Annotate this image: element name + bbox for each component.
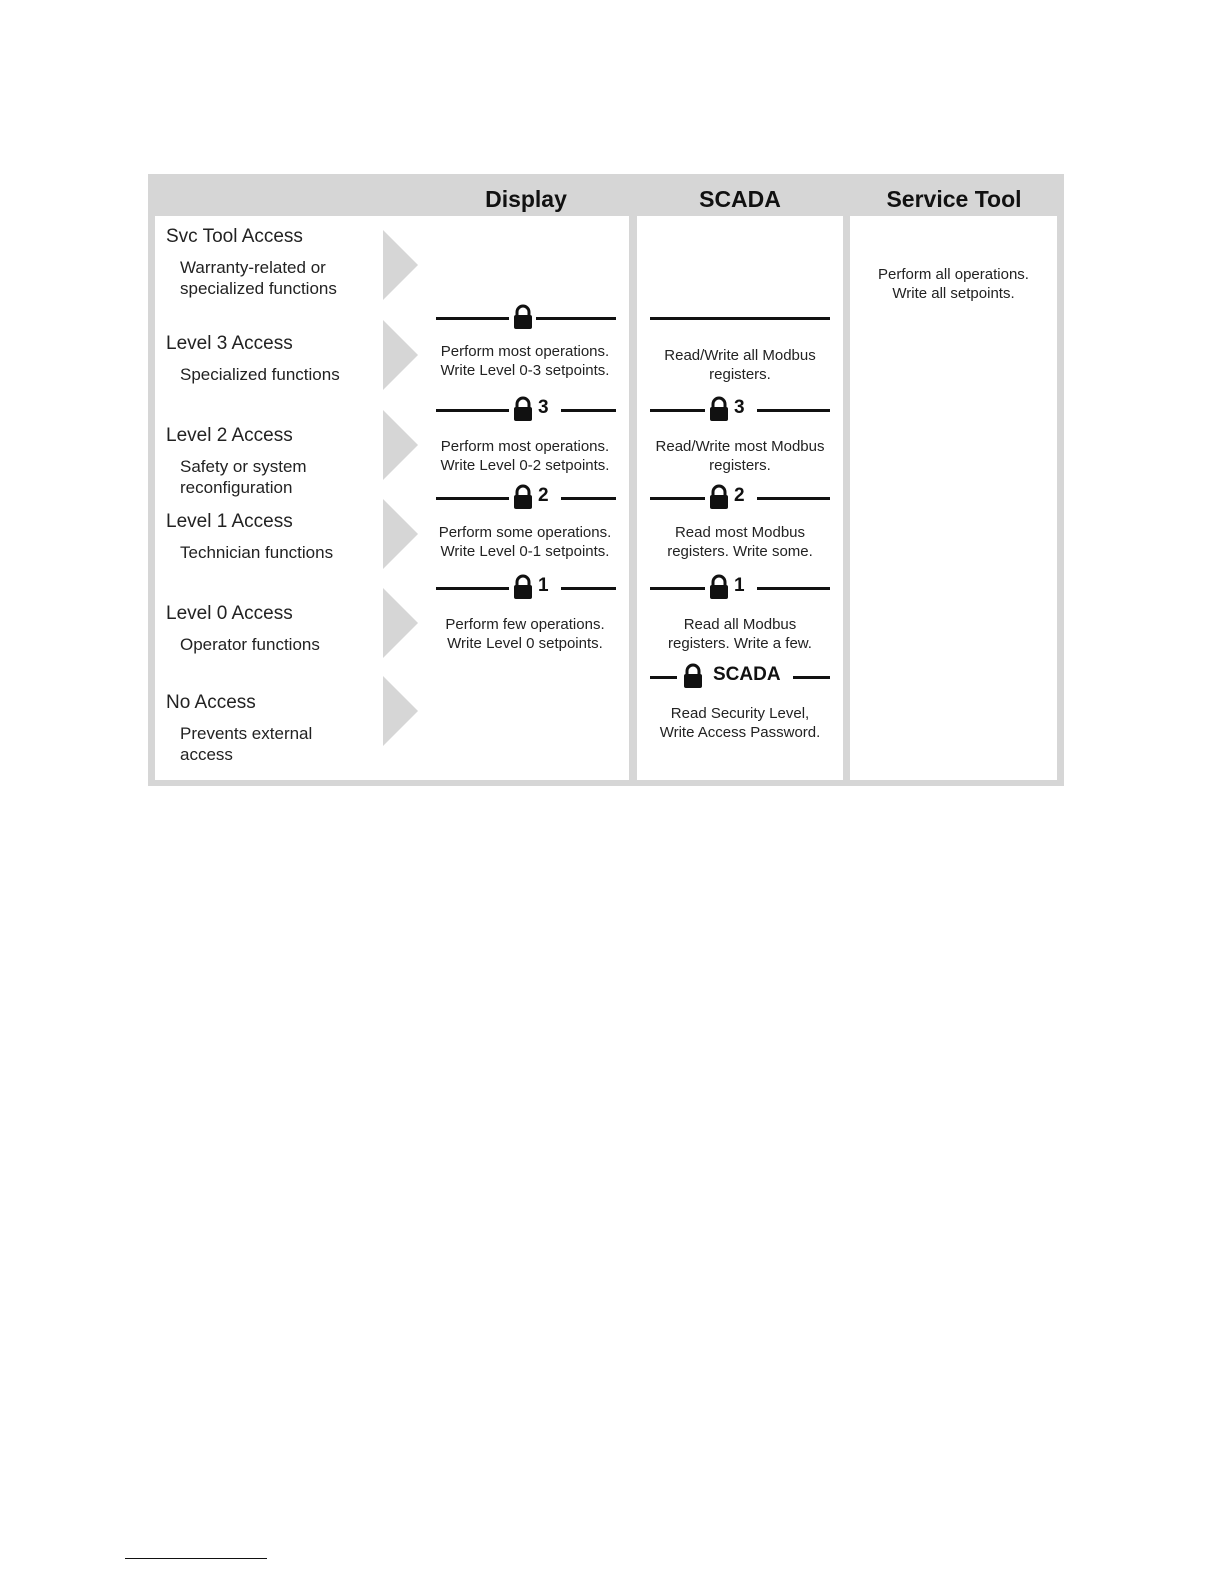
display-desc-level3: Perform most operations. Write Level 0-3 setpoints. [440,343,610,379]
lock-icon [513,484,533,510]
lock-level-label: SCADA [713,664,781,685]
display-lock-row-2 [436,484,616,512]
display-lock-row-1 [436,574,616,602]
display-lock-row-3 [436,396,616,424]
scada-line-svc [650,304,830,332]
arrow-right-icon [383,320,418,390]
lock-level-label: 2 [734,485,745,506]
level-title-1: Level 1 Access [166,511,293,532]
lock-icon [513,574,533,600]
scada-header: SCADA [699,186,781,212]
lock-level-label: 3 [734,397,745,418]
lock-icon [709,396,729,422]
arrow-right-icon [383,588,418,658]
arrow-right-icon [383,230,418,300]
display-desc-level2: Perform most operations. Write Level 0-2 setpoints. [440,438,610,474]
lock-level-label: 3 [538,397,549,418]
level-desc-3: Specialized functions [180,365,340,384]
footnote-separator [125,1558,267,1559]
scada-lock-row-1 [650,574,830,602]
level-desc-none: Prevents external access [180,724,313,764]
service-tool-desc: Perform all operations. Write all setpoints. [878,266,1029,302]
service-tool-header: Service Tool [886,186,1022,212]
lock-level-label: 1 [734,575,745,596]
lock-icon [683,663,703,689]
scada-desc-level1: Read most Modbus registers. Write some. [667,524,813,560]
display-desc-level1: Perform some operations. Write Level 0-1 setpoints. [438,524,612,560]
scada-lock-row-scada [650,663,830,691]
lock-level-label: 1 [538,575,549,596]
lock-icon [709,484,729,510]
scada-desc-level0: Read all Modbus registers. Write a few. [668,616,812,652]
display-desc-level0: Perform few operations. Write Level 0 setpoints. [445,616,605,652]
scada-lock-row-3 [650,396,830,424]
scada-desc-level3: Read/Write all Modbus registers. [664,347,816,383]
level-title-0: Level 0 Access [166,603,293,624]
lock-icon [709,574,729,600]
level-desc-2: Safety or system reconfiguration [180,457,307,497]
lock-level-label: 2 [538,485,549,506]
level-title-3: Level 3 Access [166,333,293,354]
arrow-right-icon [383,676,418,746]
arrow-right-icon [383,499,418,569]
scada-lock-row-2 [650,484,830,512]
arrow-right-icon [383,410,418,480]
level-title-svc-tool: Svc Tool Access [166,226,303,247]
level-title-2: Level 2 Access [166,425,293,446]
level-desc-0: Operator functions [180,635,320,654]
lock-icon [513,396,533,422]
scada-desc-level2: Read/Write most Modbus registers. [655,438,825,474]
level-title-none: No Access [166,692,256,713]
display-header: Display [485,186,567,212]
lock-icon [513,304,533,330]
level-desc-1: Technician functions [180,543,334,562]
scada-desc-no-access: Read Security Level, Write Access Password. [659,705,821,741]
level-desc-svc-tool: Warranty-related or specialized functions [180,258,337,298]
display-lock-row-svc [436,304,616,332]
